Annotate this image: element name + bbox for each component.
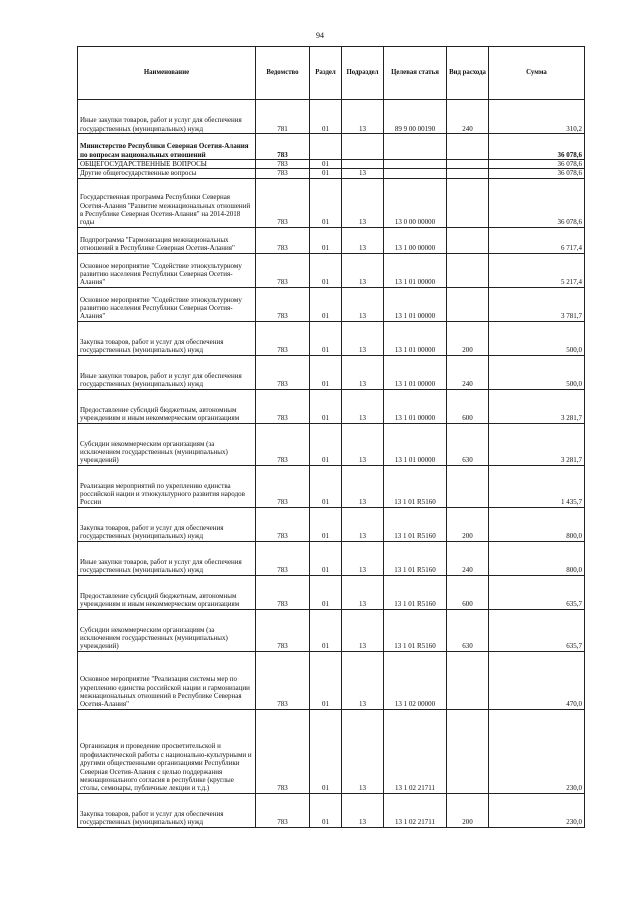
table-row <box>78 169 585 178</box>
cell-kind: 240 <box>447 355 489 389</box>
cell-dept: 783 <box>256 160 310 169</box>
cell-dept: 783 <box>256 709 310 793</box>
cell-target: 13 1 01 R5160 <box>384 465 447 507</box>
cell-section: 01 <box>310 541 342 575</box>
cell-dept: 783 <box>256 423 310 465</box>
cell-section: 01 <box>310 287 342 321</box>
cell-target: 13 1 01 R5160 <box>384 609 447 651</box>
table-row <box>78 709 585 793</box>
cell-section: 01 <box>310 389 342 423</box>
cell-sum: 310,2 <box>489 100 585 134</box>
cell-section: 01 <box>310 465 342 507</box>
cell-kind: 200 <box>447 793 489 827</box>
cell-name: Предоставление субсидий бюджетным, автономным учреждениям и иным некоммерческим организациям <box>78 575 256 609</box>
cell-section: 01 <box>310 160 342 169</box>
cell-kind <box>447 134 489 160</box>
table-row <box>78 287 585 321</box>
cell-name: Министерство Республики Северная Осетия-Алания по вопросам национальных отношений <box>78 134 256 160</box>
cell-section: 01 <box>310 423 342 465</box>
cell-subsection: 13 <box>342 575 384 609</box>
cell-subsection: 13 <box>342 651 384 709</box>
cell-sum: 36 078,6 <box>489 178 585 227</box>
cell-subsection: 13 <box>342 507 384 541</box>
cell-subsection: 13 <box>342 709 384 793</box>
cell-sum: 3 281,7 <box>489 389 585 423</box>
cell-name: Подпрограмма "Гармонизация межнациональных отношений в Республике Северная Осетия-Алания" <box>78 227 256 253</box>
cell-dept: 783 <box>256 465 310 507</box>
cell-kind: 240 <box>447 541 489 575</box>
cell-subsection: 13 <box>342 253 384 287</box>
cell-sum: 635,7 <box>489 575 585 609</box>
cell-sum: 230,0 <box>489 793 585 827</box>
cell-sum: 6 717,4 <box>489 227 585 253</box>
cell-sum: 36 078,6 <box>489 169 585 178</box>
table-row <box>78 227 585 253</box>
cell-subsection: 13 <box>342 389 384 423</box>
cell-kind <box>447 227 489 253</box>
page-number: 94 <box>316 31 324 40</box>
cell-section: 01 <box>310 178 342 227</box>
cell-kind <box>447 160 489 169</box>
cell-dept: 783 <box>256 134 310 160</box>
cell-sum: 36 078,6 <box>489 134 585 160</box>
cell-name: Реализация мероприятий по укреплению единства российской нации и этнокультурного развития народов России <box>78 465 256 507</box>
cell-subsection: 13 <box>342 465 384 507</box>
header-sum: Сумма <box>489 47 585 100</box>
cell-kind: 630 <box>447 609 489 651</box>
cell-dept: 783 <box>256 541 310 575</box>
cell-target: 13 1 00 00000 <box>384 227 447 253</box>
cell-section: 01 <box>310 100 342 134</box>
cell-dept: 783 <box>256 227 310 253</box>
cell-sum: 230,0 <box>489 709 585 793</box>
cell-kind <box>447 178 489 227</box>
table-row <box>78 465 585 507</box>
cell-sum: 800,0 <box>489 507 585 541</box>
table-row <box>78 507 585 541</box>
cell-name: Иные закупки товаров, работ и услуг для обеспечения государственных (муниципальных) нужд <box>78 541 256 575</box>
cell-section: 01 <box>310 169 342 178</box>
cell-name: Иные закупки товаров, работ и услуг для обеспечения государственных (муниципальных) нужд <box>78 355 256 389</box>
cell-target: 13 1 02 21711 <box>384 793 447 827</box>
cell-subsection: 13 <box>342 100 384 134</box>
table-body <box>78 100 585 828</box>
cell-subsection <box>342 134 384 160</box>
cell-target: 13 1 01 00000 <box>384 389 447 423</box>
cell-kind <box>447 651 489 709</box>
cell-kind: 240 <box>447 100 489 134</box>
cell-name: Основное мероприятие "Содействие этнокультурному развитию населения Республики Северная Осетия-Алания" <box>78 287 256 321</box>
cell-dept: 783 <box>256 355 310 389</box>
header-target: Целевая статья <box>384 47 447 100</box>
cell-kind <box>447 253 489 287</box>
header-name: Наименование <box>78 47 256 100</box>
cell-sum: 1 435,7 <box>489 465 585 507</box>
cell-dept: 783 <box>256 169 310 178</box>
table-row <box>78 609 585 651</box>
cell-dept: 783 <box>256 793 310 827</box>
cell-section <box>310 134 342 160</box>
cell-target: 13 1 01 00000 <box>384 253 447 287</box>
cell-subsection: 13 <box>342 287 384 321</box>
table-row <box>78 541 585 575</box>
table-row <box>78 253 585 287</box>
cell-name: Иные закупки товаров, работ и услуг для обеспечения государственных (муниципальных) нужд <box>78 100 256 134</box>
cell-target: 13 1 02 21711 <box>384 709 447 793</box>
cell-subsection: 13 <box>342 169 384 178</box>
cell-kind <box>447 287 489 321</box>
table-row <box>78 100 585 134</box>
cell-name: Субсидии некоммерческим организациям (за исключением государственных (муниципальных) учреждений) <box>78 423 256 465</box>
cell-section: 01 <box>310 575 342 609</box>
cell-name: ОБЩЕГОСУДАРСТВЕННЫЕ ВОПРОСЫ <box>78 160 256 169</box>
cell-section: 01 <box>310 609 342 651</box>
cell-target: 13 1 01 00000 <box>384 355 447 389</box>
budget-table <box>77 46 585 828</box>
cell-section: 01 <box>310 709 342 793</box>
table-row <box>78 134 585 160</box>
cell-name: Другие общегосударственные вопросы <box>78 169 256 178</box>
cell-sum: 500,0 <box>489 355 585 389</box>
cell-subsection: 13 <box>342 541 384 575</box>
cell-section: 01 <box>310 227 342 253</box>
cell-section: 01 <box>310 507 342 541</box>
cell-kind <box>447 465 489 507</box>
header-section: Раздел <box>310 47 342 100</box>
cell-kind: 600 <box>447 575 489 609</box>
cell-subsection: 13 <box>342 227 384 253</box>
cell-dept: 783 <box>256 575 310 609</box>
table-row <box>78 793 585 827</box>
cell-section: 01 <box>310 253 342 287</box>
cell-name: Закупка товаров, работ и услуг для обеспечения государственных (муниципальных) нужд <box>78 793 256 827</box>
cell-target: 13 1 01 R5160 <box>384 541 447 575</box>
cell-target: 13 1 01 00000 <box>384 287 447 321</box>
cell-sum: 36 078,6 <box>489 160 585 169</box>
cell-sum: 500,0 <box>489 321 585 355</box>
cell-target: 13 1 01 00000 <box>384 423 447 465</box>
cell-kind <box>447 709 489 793</box>
cell-sum: 635,7 <box>489 609 585 651</box>
cell-dept: 783 <box>256 178 310 227</box>
cell-name: Закупка товаров, работ и услуг для обеспечения государственных (муниципальных) нужд <box>78 321 256 355</box>
cell-subsection <box>342 160 384 169</box>
cell-section: 01 <box>310 651 342 709</box>
cell-subsection: 13 <box>342 178 384 227</box>
cell-sum: 800,0 <box>489 541 585 575</box>
cell-target: 13 0 00 00000 <box>384 178 447 227</box>
cell-sum: 3 281,7 <box>489 423 585 465</box>
cell-name: Государственная программа Республики Северная Осетия-Алания "Развитие межнациональных отношений в Республике Северная Осетия-Алания" на 2014-2018 годы <box>78 178 256 227</box>
header-dept: Ведомство <box>256 47 310 100</box>
table-row <box>78 321 585 355</box>
cell-sum: 5 217,4 <box>489 253 585 287</box>
cell-target <box>384 134 447 160</box>
cell-target: 13 1 02 00000 <box>384 651 447 709</box>
table-row <box>78 355 585 389</box>
cell-section: 01 <box>310 321 342 355</box>
table-row <box>78 389 585 423</box>
cell-name: Основное мероприятие "Содействие этнокультурному развитию населения Республики Северная Осетия-Алания" <box>78 253 256 287</box>
cell-target: 89 9 00 00190 <box>384 100 447 134</box>
cell-target <box>384 169 447 178</box>
cell-name: Предоставление субсидий бюджетным, автономным учреждениям и иным некоммерческим организациям <box>78 389 256 423</box>
cell-target: 13 1 01 R5160 <box>384 507 447 541</box>
cell-subsection: 13 <box>342 355 384 389</box>
cell-subsection: 13 <box>342 609 384 651</box>
cell-name: Закупка товаров, работ и услуг для обеспечения государственных (муниципальных) нужд <box>78 507 256 541</box>
cell-name: Основное мероприятие "Реализация системы мер по укреплению единства российской нации и гармонизации межнациональных отношений в Республике Северная Осетия-Алания" <box>78 651 256 709</box>
cell-target: 13 1 01 R5160 <box>384 575 447 609</box>
cell-sum: 470,0 <box>489 651 585 709</box>
table-row <box>78 423 585 465</box>
cell-dept: 783 <box>256 389 310 423</box>
cell-section: 01 <box>310 355 342 389</box>
cell-kind: 200 <box>447 507 489 541</box>
cell-dept: 781 <box>256 100 310 134</box>
cell-subsection: 13 <box>342 423 384 465</box>
cell-subsection: 13 <box>342 321 384 355</box>
cell-target <box>384 160 447 169</box>
cell-kind <box>447 169 489 178</box>
table-row <box>78 575 585 609</box>
cell-kind: 600 <box>447 389 489 423</box>
cell-dept: 783 <box>256 507 310 541</box>
table-row <box>78 651 585 709</box>
cell-dept: 783 <box>256 651 310 709</box>
header-kind: Вид расхода <box>447 47 489 100</box>
cell-dept: 783 <box>256 287 310 321</box>
cell-name: Организация и проведение просветительской и профилактической работы с национально-культурными и другими общественными организациями Республики Северная Осетия-Алания с целью поддержания межнационального согласия в республике (круглые столы, семинары, публичные лекции и т.д.) <box>78 709 256 793</box>
cell-dept: 783 <box>256 321 310 355</box>
table-row <box>78 178 585 227</box>
table-row <box>78 160 585 169</box>
cell-sum: 3 781,7 <box>489 287 585 321</box>
cell-name: Субсидии некоммерческим организациям (за исключением государственных (муниципальных) учреждений) <box>78 609 256 651</box>
table-header-row <box>78 47 585 100</box>
cell-dept: 783 <box>256 253 310 287</box>
header-subsection: Подраздел <box>342 47 384 100</box>
cell-subsection: 13 <box>342 793 384 827</box>
cell-kind: 630 <box>447 423 489 465</box>
cell-dept: 783 <box>256 609 310 651</box>
cell-kind: 200 <box>447 321 489 355</box>
cell-section: 01 <box>310 793 342 827</box>
cell-target: 13 1 01 00000 <box>384 321 447 355</box>
